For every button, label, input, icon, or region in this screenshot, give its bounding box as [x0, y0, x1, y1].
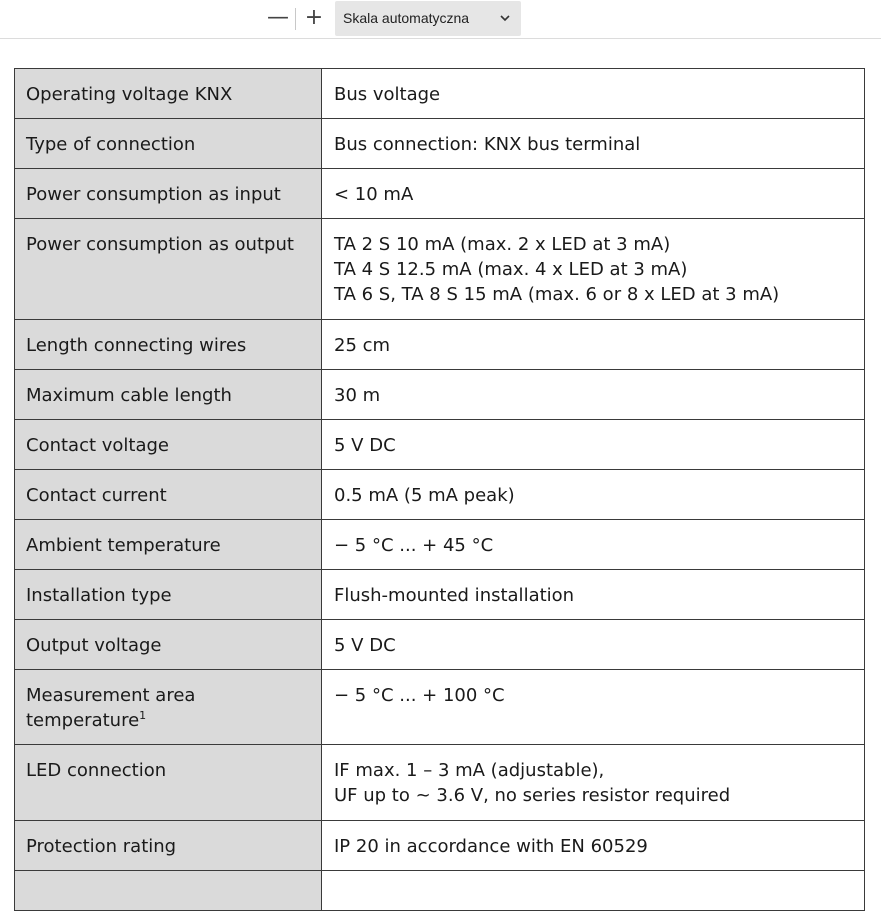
spec-key-label: Operating voltage KNX [26, 84, 233, 105]
spec-value-cell [322, 320, 865, 370]
spec-key-cell [15, 745, 322, 821]
spec-value-cell [322, 219, 865, 320]
spec-key-cell [15, 420, 322, 470]
spec-value-line: 30 m [334, 385, 381, 406]
spec-value-line: < 10 mA [334, 184, 414, 205]
spec-value-line: IF max. 1 – 3 mA (adjustable), [334, 760, 605, 781]
table-row [15, 470, 865, 520]
table-row [15, 320, 865, 370]
spec-key-cell [15, 370, 322, 420]
zoom-out-button[interactable]: — [267, 5, 289, 30]
table-row [15, 670, 865, 745]
table-row [15, 219, 865, 320]
spec-value-line: Flush-mounted installation [334, 585, 575, 606]
spec-value-cell [322, 620, 865, 670]
spec-key-cell [15, 570, 322, 620]
spec-key-label: Power consumption as output [26, 234, 294, 255]
spec-key-label: LED connection [26, 760, 167, 781]
spec-key-cell [15, 520, 322, 570]
spec-value-line: 0.5 mA (5 mA peak) [334, 485, 515, 506]
toolbar-separator [295, 8, 296, 30]
spec-value-cell [322, 169, 865, 219]
table-row [15, 69, 865, 119]
table-row [15, 520, 865, 570]
spec-value-cell [322, 420, 865, 470]
spec-key-label: Contact voltage [26, 435, 170, 456]
spec-key-cell [15, 219, 322, 320]
table-row [15, 370, 865, 420]
table-row [15, 745, 865, 821]
spec-key-label: Power consumption as input [26, 184, 281, 205]
spec-key-cell [15, 320, 322, 370]
spec-value-line: TA 4 S 12.5 mA (max. 4 x LED at 3 mA) [334, 259, 688, 280]
spec-value-line: 25 cm [334, 335, 391, 356]
spec-key-label: Contact current [26, 485, 167, 506]
spec-value-cell [322, 871, 865, 911]
table-row [15, 570, 865, 620]
zoom-scale-select[interactable] [335, 1, 521, 36]
document-page [14, 68, 864, 911]
spec-key-cell [15, 670, 322, 745]
spec-value-cell [322, 69, 865, 119]
spec-value-line: 5 V DC [334, 635, 396, 656]
spec-value-cell [322, 119, 865, 169]
table-row [15, 119, 865, 169]
spec-key-label: Protection rating [26, 836, 177, 857]
spec-value-cell [322, 570, 865, 620]
spec-value-cell [322, 670, 865, 745]
spec-value-line: Bus voltage [334, 84, 441, 105]
spec-key-label: Ambient temperature [26, 535, 221, 556]
spec-value-line: Bus connection: KNX bus terminal [334, 134, 641, 155]
spec-value-cell [322, 370, 865, 420]
spec-key-cell [15, 470, 322, 520]
spec-key-label: Measurement area temperature [26, 685, 196, 731]
spec-value-cell [322, 520, 865, 570]
technical-data-table [14, 68, 865, 911]
table-row [15, 821, 865, 871]
spec-value-line: 5 V DC [334, 435, 396, 456]
spec-value-line: TA 2 S 10 mA (max. 2 x LED at 3 mA) [334, 234, 671, 255]
zoom-in-button[interactable]: + [304, 5, 324, 30]
table-row [15, 871, 865, 911]
spec-value-cell [322, 470, 865, 520]
pdf-viewer-toolbar [0, 0, 881, 39]
spec-key-cell [15, 69, 322, 119]
chevron-down-icon [499, 12, 511, 24]
spec-key-label: Maximum cable length [26, 385, 232, 406]
spec-key-cell [15, 821, 322, 871]
spec-key-cell [15, 169, 322, 219]
spec-value-line: − 5 °C ... + 100 °C [334, 685, 505, 706]
spec-key-cell [15, 620, 322, 670]
spec-key-cell [15, 871, 322, 911]
spec-key-label: Type of connection [26, 134, 196, 155]
table-row [15, 620, 865, 670]
spec-value-line: UF up to ~ 3.6 V, no series resistor required [334, 785, 731, 806]
table-row [15, 420, 865, 470]
spec-value-line: IP 20 in accordance with EN 60529 [334, 836, 648, 857]
footnote-marker: 1 [139, 709, 147, 722]
spec-key-label: Length connecting wires [26, 335, 247, 356]
spec-key-label: Output voltage [26, 635, 162, 656]
spec-key-label: Installation type [26, 585, 172, 606]
spec-key-cell [15, 119, 322, 169]
spec-value-line: TA 6 S, TA 8 S 15 mA (max. 6 or 8 x LED at 3 mA) [334, 284, 780, 305]
spec-value-line: − 5 °C ... + 45 °C [334, 535, 494, 556]
zoom-scale-label: Skala automatyczna [343, 10, 470, 26]
table-row [15, 169, 865, 219]
spec-value-cell [322, 821, 865, 871]
spec-value-cell [322, 745, 865, 821]
